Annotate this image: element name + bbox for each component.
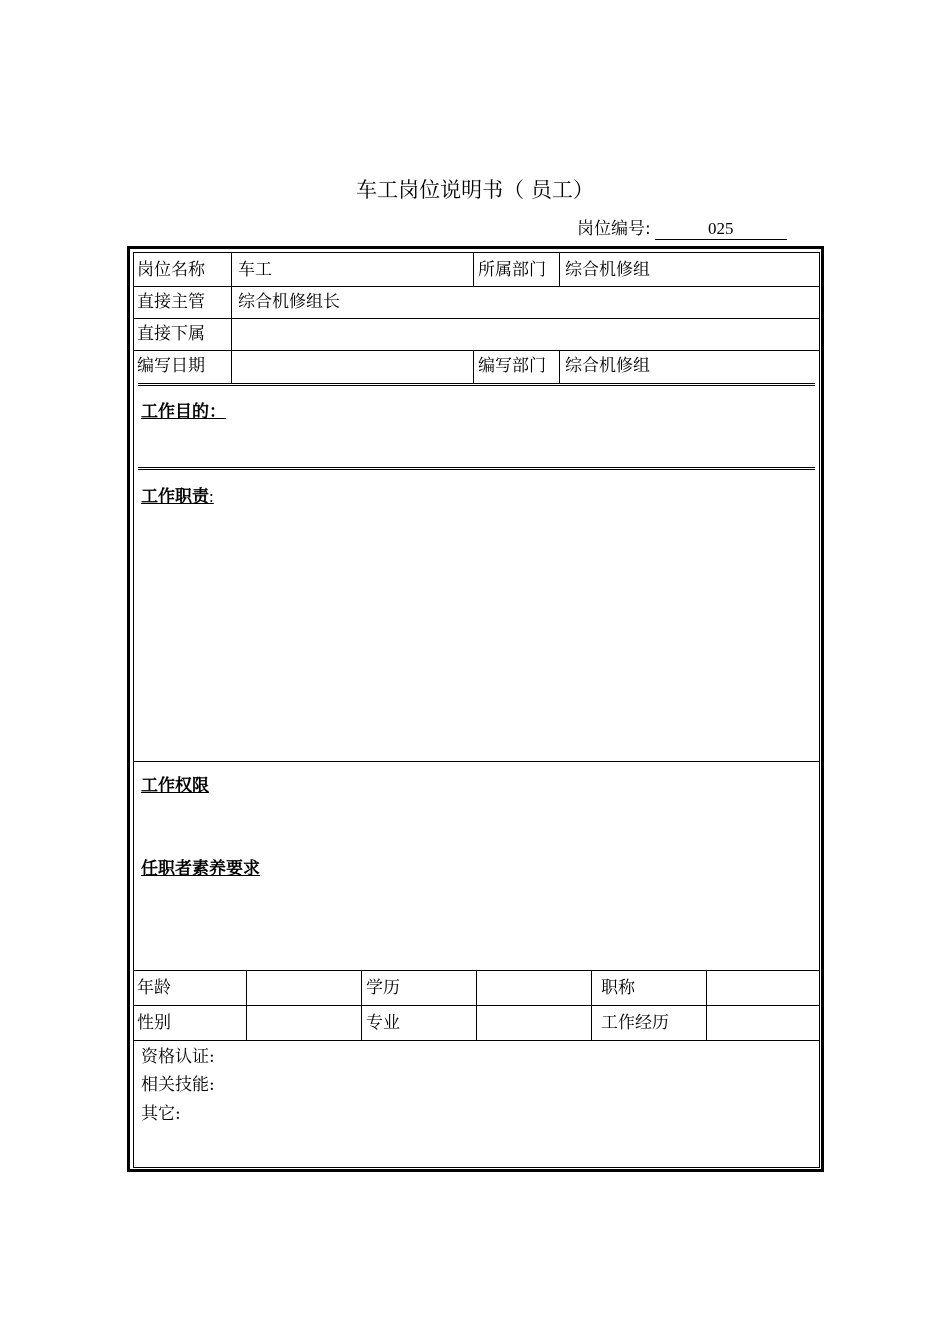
section-divider <box>134 1040 819 1041</box>
col-divider <box>559 350 560 383</box>
date-label: 编写日期 <box>137 356 205 376</box>
writer-dept-value[interactable]: 综合机修组 <box>565 356 650 376</box>
document-title: 车工岗位说明书（ 员工） <box>356 178 594 202</box>
post-number-value[interactable]: 025 <box>655 219 787 240</box>
duties-heading-colon: : <box>209 487 214 506</box>
col-divider <box>361 970 362 1040</box>
title-label: 职称 <box>601 978 635 998</box>
subordinate-label: 直接下属 <box>137 324 205 344</box>
major-label: 专业 <box>366 1013 400 1033</box>
writer-dept-label: 编写部门 <box>478 356 546 376</box>
section-divider <box>134 761 819 762</box>
duties-heading-text: 工作职责 <box>141 487 209 507</box>
job-description-form <box>127 246 824 1172</box>
supervisor-label: 直接主管 <box>137 292 205 312</box>
age-label: 年龄 <box>137 978 171 998</box>
certification-label: 资格认证: <box>141 1047 215 1067</box>
purpose-heading: 工作目的： <box>141 402 226 422</box>
post-number <box>577 214 787 240</box>
skills-label: 相关技能: <box>141 1075 215 1095</box>
row-divider <box>134 350 819 351</box>
authority-heading: 工作权限 <box>141 776 209 796</box>
post-name-value[interactable]: 车工 <box>238 260 272 280</box>
col-divider <box>246 970 247 1040</box>
duties-heading <box>141 482 214 507</box>
col-divider <box>559 253 560 286</box>
requirements-heading: 任职者素养要求 <box>141 859 260 879</box>
double-divider <box>138 467 815 470</box>
col-divider <box>473 350 474 383</box>
dept-label: 所属部门 <box>478 260 546 280</box>
col-divider <box>231 253 232 383</box>
col-divider <box>706 970 707 1040</box>
dept-value[interactable]: 综合机修组 <box>565 260 650 280</box>
row-divider <box>134 286 819 287</box>
double-divider <box>138 383 815 386</box>
col-divider <box>473 253 474 286</box>
supervisor-value[interactable]: 综合机修组长 <box>238 292 340 312</box>
gender-label: 性别 <box>137 1013 171 1033</box>
col-divider <box>476 970 477 1040</box>
education-label: 学历 <box>366 978 400 998</box>
other-label: 其它: <box>141 1104 181 1124</box>
experience-label: 工作经历 <box>601 1013 669 1033</box>
row-divider <box>134 318 819 319</box>
form-inner-frame <box>133 252 820 1168</box>
post-name-label: 岗位名称 <box>137 260 205 280</box>
col-divider <box>591 970 592 1040</box>
post-number-label: 岗位编号: <box>577 219 651 239</box>
